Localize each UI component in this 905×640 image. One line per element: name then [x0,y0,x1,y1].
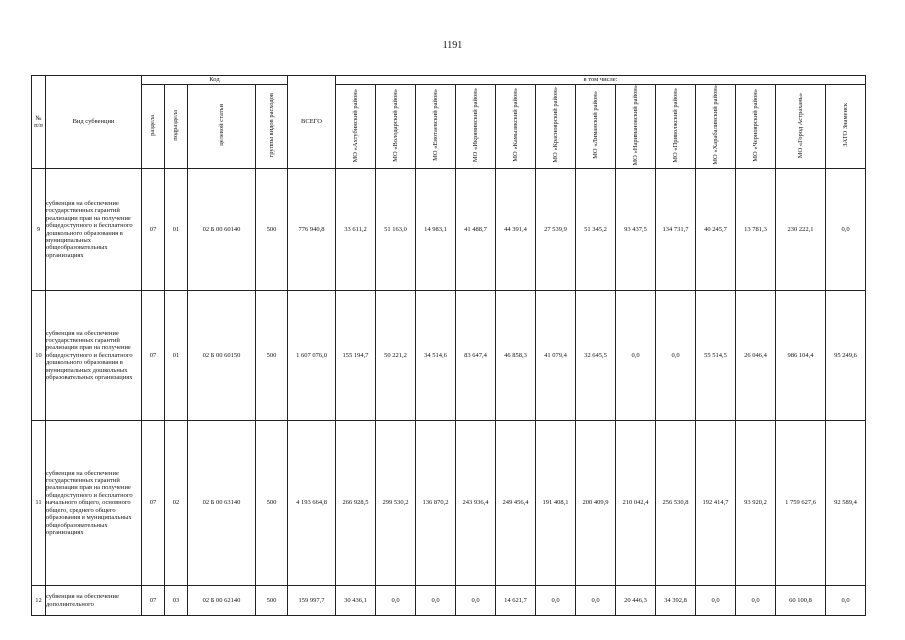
row-value: 200 409,9 [576,421,616,586]
row-section: 07 [142,169,165,291]
row-value: 40 245,7 [696,169,736,291]
row-value: 0,0 [826,169,866,291]
row-value: 33 611,2 [336,169,376,291]
header-code-group: Код [142,76,288,85]
row-target: 02 Б 00 63140 [188,421,256,586]
header-code-col: раздела [142,85,165,169]
row-number: 10 [32,291,46,421]
row-value: 0,0 [416,586,456,616]
row-group: 500 [256,291,288,421]
page-number: 1191 [442,40,463,51]
row-value: 0,0 [656,291,696,421]
row-subsection: 03 [165,586,188,616]
row-value: 1 759 627,6 [776,421,826,586]
header-district: МО «Наримановский район» [616,85,656,169]
row-value: 256 530,8 [656,421,696,586]
row-value: 34 514,6 [416,291,456,421]
header-district: МО «Приволжский район» [656,85,696,169]
header-code-col: группы видов расходов [256,85,288,169]
row-value: 986 104,4 [776,291,826,421]
header-district: МО «Ахтубинский район» [336,85,376,169]
row-number: 12 [32,586,46,616]
row-value: 34 392,8 [656,586,696,616]
row-value: 0,0 [616,291,656,421]
row-value: 95 249,6 [826,291,866,421]
row-kind: субвенция на обеспечение государственных гарантий реализации прав на получение общедоступного и бесплатного дошкольного образования в муниципальных дошкольных образовательных организациях [46,291,142,421]
header-district: МО «Красноярский район» [536,85,576,169]
row-value: 14 621,7 [496,586,536,616]
row-group: 500 [256,421,288,586]
row-value: 192 414,7 [696,421,736,586]
row-value: 41 488,7 [456,169,496,291]
row-value: 44 391,4 [496,169,536,291]
row-section: 07 [142,421,165,586]
row-value: 93 920,2 [736,421,776,586]
row-value: 0,0 [576,586,616,616]
row-subsection: 02 [165,421,188,586]
row-value: 249 456,4 [496,421,536,586]
table-row [32,421,866,586]
row-value: 0,0 [376,586,416,616]
row-kind: субвенция на обеспечение дополнительного [46,586,142,616]
row-target: 02 Б 00 60150 [188,291,256,421]
header-incl-group: в том числе: [336,76,866,85]
row-target: 02 Б 00 62140 [188,586,256,616]
row-value: 60 100,8 [776,586,826,616]
row-value: 51 345,2 [576,169,616,291]
row-total: 776 940,8 [288,169,336,291]
table-row [32,291,866,421]
row-target: 02 Б 00 60140 [188,169,256,291]
row-number: 9 [32,169,46,291]
row-value: 27 539,9 [536,169,576,291]
row-value: 13 781,3 [736,169,776,291]
row-value: 46 858,3 [496,291,536,421]
row-value: 92 589,4 [826,421,866,586]
header-district: МО «Харабалинский район» [696,85,736,169]
row-value: 266 928,5 [336,421,376,586]
row-value: 191 408,1 [536,421,576,586]
table-row [32,169,866,291]
header-kind: Вид субвенции [46,76,142,169]
row-value: 155 194,7 [336,291,376,421]
header-district: МО «Енотаевский район» [416,85,456,169]
row-value: 299 530,2 [376,421,416,586]
header-district: МО «Камызякский район» [496,85,536,169]
header-code-col: подраздела [165,85,188,169]
row-value: 83 647,4 [456,291,496,421]
row-total: 1 607 076,0 [288,291,336,421]
header-district: МО «Лиманский район» [576,85,616,169]
row-value: 32 645,5 [576,291,616,421]
row-value: 14 983,1 [416,169,456,291]
row-value: 41 079,4 [536,291,576,421]
row-value: 136 870,2 [416,421,456,586]
row-value: 134 731,7 [656,169,696,291]
row-kind: субвенция на обеспечение государственных гарантий реализации прав на получение общедоступного и бесплатного начального общего, основного общего, среднего общего образования в муниципальных общеобразовательных организациях [46,421,142,586]
row-value: 26 046,4 [736,291,776,421]
header-num: № п/п [32,76,46,169]
row-total: 4 193 664,8 [288,421,336,586]
row-group: 500 [256,586,288,616]
header-district: МО «Володарский район» [376,85,416,169]
row-value: 0,0 [536,586,576,616]
header-code-col: целевой статьи [188,85,256,169]
row-value: 0,0 [736,586,776,616]
row-section: 07 [142,291,165,421]
row-value: 30 436,1 [336,586,376,616]
header-district: МО «Черноярский район» [736,85,776,169]
row-value: 50 221,2 [376,291,416,421]
table-row [32,586,866,616]
row-subsection: 01 [165,291,188,421]
header-district: МО «Город Астрахань» [776,85,826,169]
row-value: 93 437,5 [616,169,656,291]
row-section: 07 [142,586,165,616]
row-value: 243 936,4 [456,421,496,586]
row-value: 230 222,1 [776,169,826,291]
row-value: 55 514,5 [696,291,736,421]
header-district: ЗАТО Знаменск [826,85,866,169]
row-subsection: 01 [165,169,188,291]
row-number: 11 [32,421,46,586]
subvention-table [31,75,866,616]
header-district: МО «Икрянинский район» [456,85,496,169]
header-total: ВСЕГО [288,76,336,169]
row-total: 159 997,7 [288,586,336,616]
row-value: 210 042,4 [616,421,656,586]
row-value: 0,0 [826,586,866,616]
row-value: 0,0 [696,586,736,616]
row-kind: субвенция на обеспечение государственных гарантий реализации прав на получение общедоступного и бесплатного дошкольного образования в муниципальных общеобразовательных организациях [46,169,142,291]
row-group: 500 [256,169,288,291]
row-value: 20 446,3 [616,586,656,616]
row-value: 51 163,0 [376,169,416,291]
row-value: 0,0 [456,586,496,616]
